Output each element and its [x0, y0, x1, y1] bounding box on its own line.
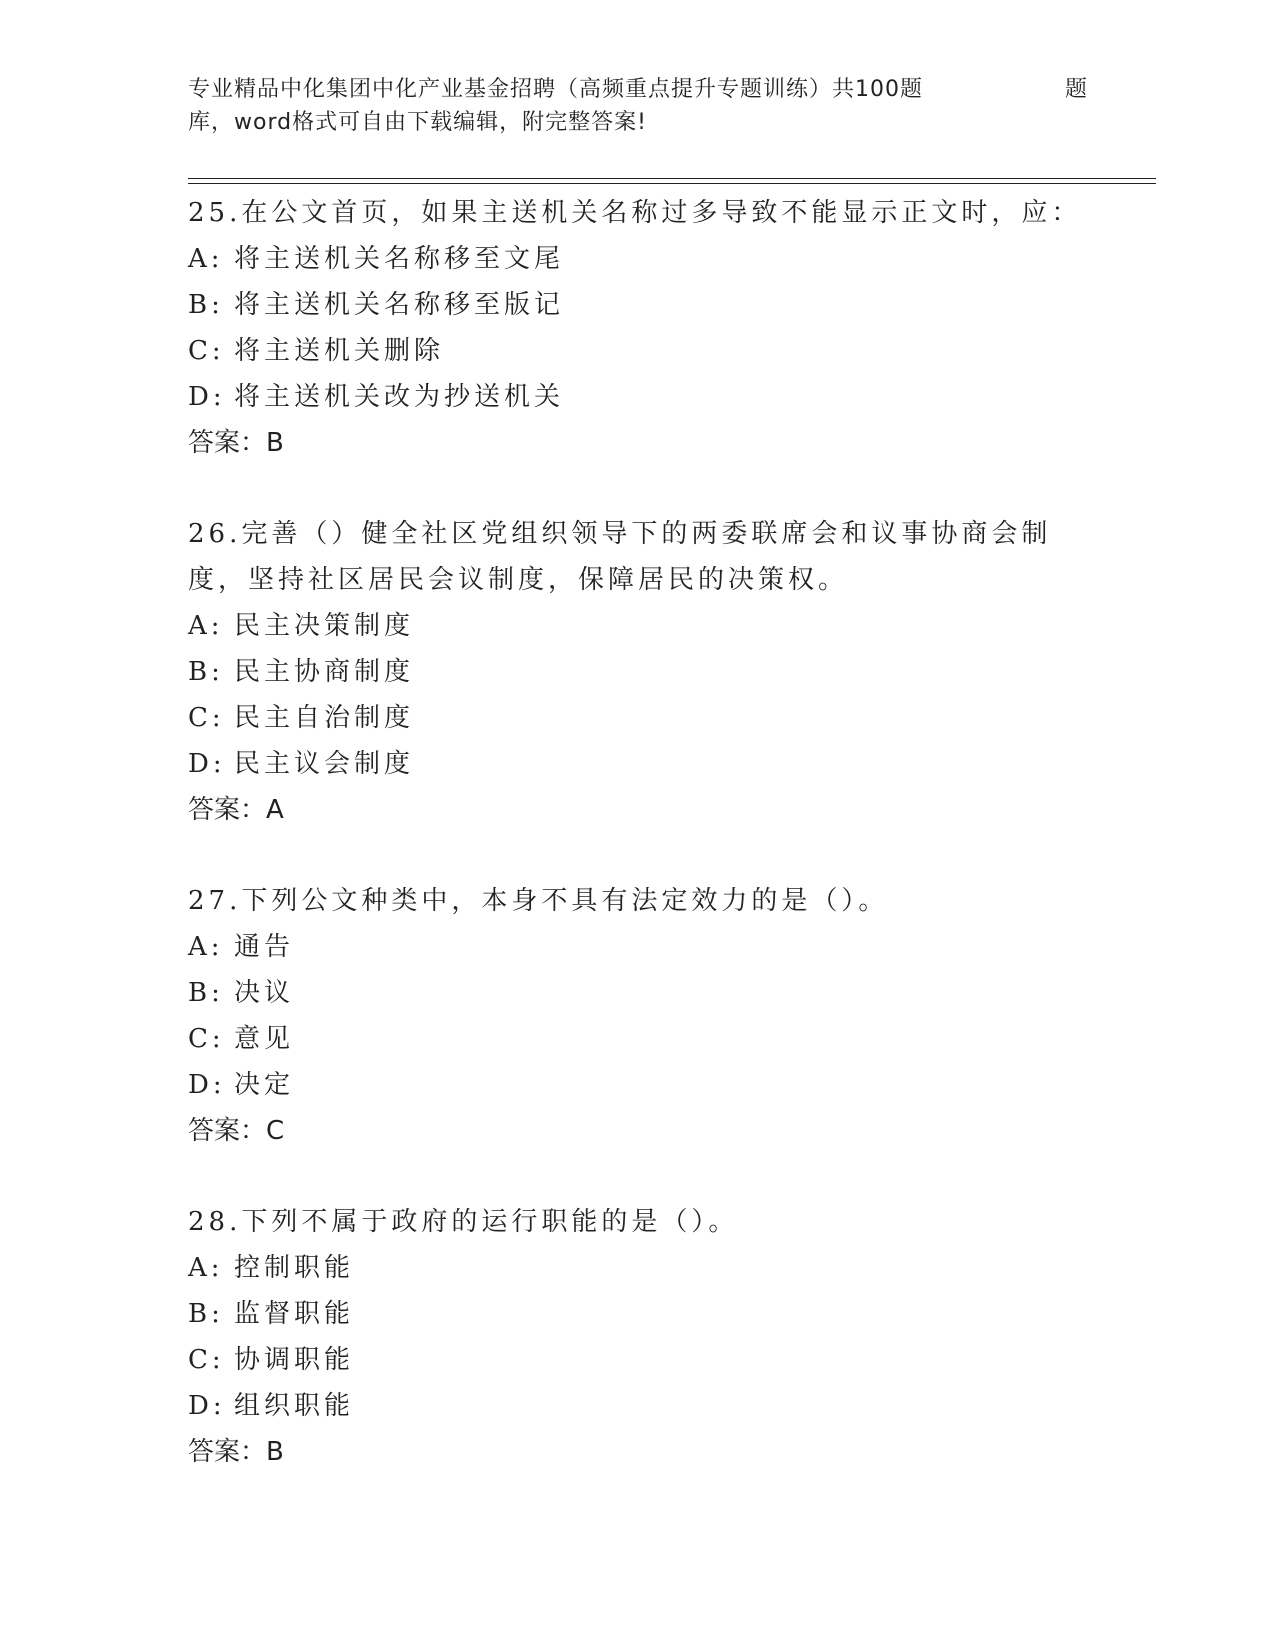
option-text: 将主送机关名称移至文尾 — [234, 244, 565, 274]
option-text: 民主决策制度 — [234, 611, 415, 641]
header-divider-bottom — [188, 183, 1156, 184]
option-d — [188, 374, 1148, 420]
option-d — [188, 1383, 1148, 1429]
option-key: C: — [188, 703, 225, 733]
option-key: D: — [188, 749, 226, 779]
answer-line: 答案：C — [188, 1116, 285, 1146]
question-stem: 27.下列公文种类中，本身不具有法定效力的是（）。 — [188, 886, 889, 916]
option-b — [188, 282, 1148, 328]
option-text: 民主协商制度 — [234, 657, 415, 687]
option-text: 将主送机关改为抄送机关 — [234, 382, 565, 412]
option-text: 将主送机关删除 — [234, 336, 445, 366]
option-key: B: — [188, 1299, 224, 1329]
option-key: A: — [188, 244, 224, 274]
option-key: D: — [188, 1391, 226, 1421]
question-stem: 28.下列不属于政府的运行职能的是（）。 — [188, 1207, 739, 1237]
option-text: 决定 — [234, 1070, 295, 1100]
option-a — [188, 924, 1148, 970]
question-26 — [188, 511, 1148, 833]
header-line-2: 库，word格式可自由下载编辑，附完整答案! — [188, 110, 647, 135]
option-text: 将主送机关名称移至版记 — [234, 290, 565, 320]
option-b — [188, 649, 1148, 695]
option-c — [188, 328, 1148, 374]
option-c — [188, 1337, 1148, 1383]
option-key: D: — [188, 1070, 226, 1100]
option-key: D: — [188, 382, 226, 412]
option-key: A: — [188, 611, 224, 641]
answer-line: 答案：B — [188, 428, 284, 458]
option-key: C: — [188, 336, 225, 366]
option-text: 民主自治制度 — [234, 703, 415, 733]
option-text: 决议 — [234, 978, 295, 1008]
option-key: A: — [188, 932, 224, 962]
option-text: 监督职能 — [234, 1299, 355, 1329]
option-key: B: — [188, 290, 224, 320]
option-b — [188, 970, 1148, 1016]
option-a — [188, 1245, 1148, 1291]
header-divider-top — [188, 178, 1156, 179]
option-text: 协调职能 — [234, 1345, 355, 1375]
option-key: C: — [188, 1345, 225, 1375]
answer-line: 答案：B — [188, 1437, 284, 1467]
option-key: B: — [188, 978, 224, 1008]
option-a — [188, 603, 1148, 649]
option-a — [188, 236, 1148, 282]
option-key: C: — [188, 1024, 225, 1054]
question-27 — [188, 878, 1148, 1154]
option-c — [188, 1016, 1148, 1062]
option-text: 控制职能 — [234, 1253, 355, 1283]
option-text: 通告 — [234, 932, 295, 962]
question-25 — [188, 190, 1148, 466]
option-text: 民主议会制度 — [234, 749, 415, 779]
header-title: 专业精品中化集团中化产业基金招聘（高频重点提升专题训练）共100题 — [188, 77, 923, 102]
option-text: 组织职能 — [234, 1391, 355, 1421]
option-b — [188, 1291, 1148, 1337]
option-d — [188, 741, 1148, 787]
question-28 — [188, 1199, 1148, 1475]
answer-line: 答案：A — [188, 795, 284, 825]
header-line-1 — [188, 73, 1088, 106]
question-list — [188, 190, 1148, 1520]
question-stem: 26.完善（）健全社区党组织领导下的两委联席会和议事协商会制度，坚持社区居民会议制度，保障居民的决策权。 — [188, 519, 1052, 595]
option-key: B: — [188, 657, 224, 687]
question-stem: 25.在公文首页，如果主送机关名称过多导致不能显示正文时，应： — [188, 198, 1082, 228]
document-header — [188, 73, 1088, 139]
option-c — [188, 695, 1148, 741]
option-text: 意见 — [234, 1024, 295, 1054]
option-key: A: — [188, 1253, 224, 1283]
header-title-end: 题 — [1064, 77, 1088, 102]
option-d — [188, 1062, 1148, 1108]
